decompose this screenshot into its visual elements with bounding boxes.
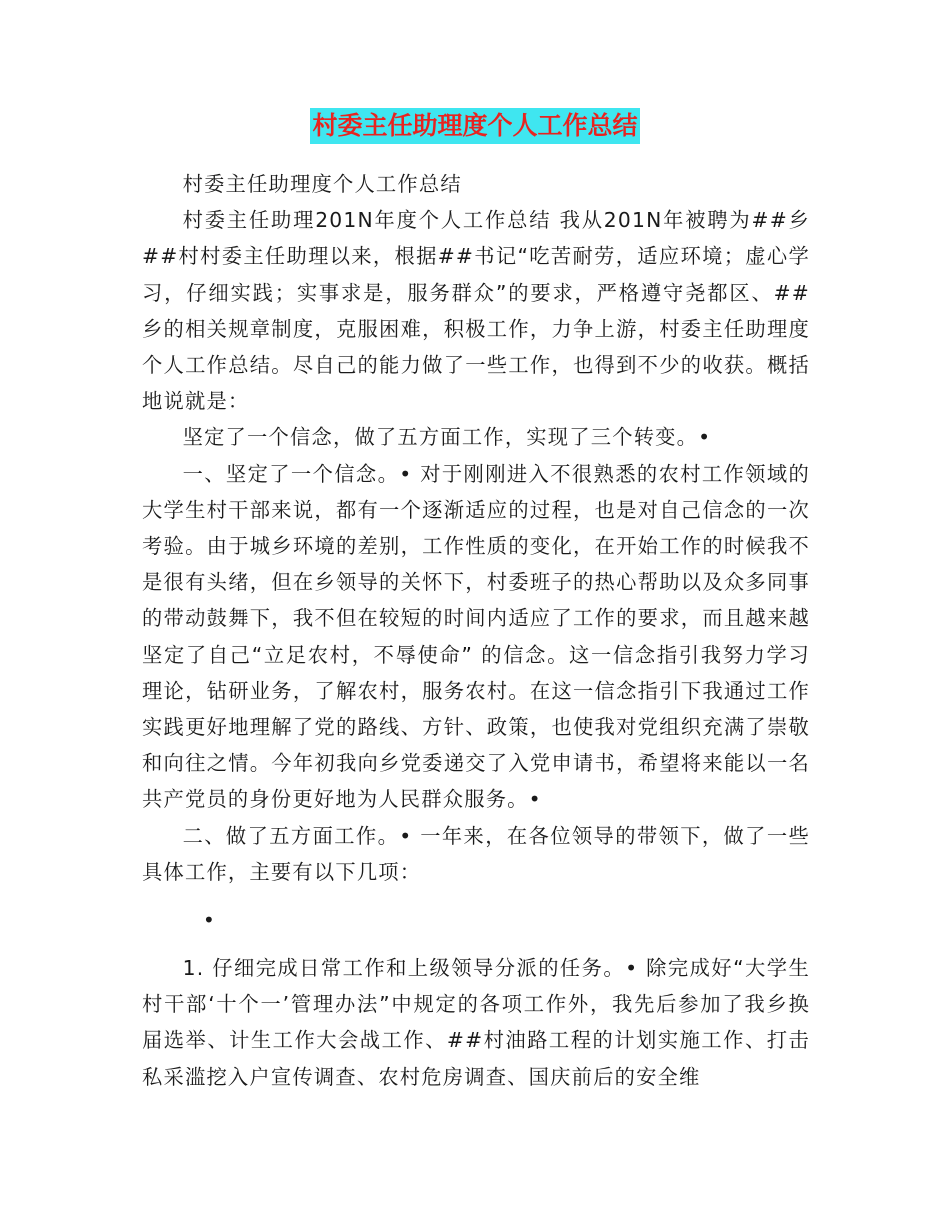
title-container [0,108,950,144]
paragraph-subtitle: 村委主任助理度个人工作总结 [182,172,462,196]
paragraph-intro: 村委主任助理201N年度个人工作总结 我从201N年被聘为##乡##村村委主任助理以来，根据##书记“吃苦耐劳，适应环境；虚心学习，仔细实践；实事求是，服务群众”的要求，严格遵守尧都区、##乡的相关规章制度，克服困难，积极工作，力争上游，村委主任助理度个人工作总结。尽自己的能力做了一些工作，也得到不少的收获。概括地说就是： [142,208,810,414]
paragraph-section-two: 二、做了五方面工作。• 一年来，在各位领导的带领下，做了一些具体工作，主要有以下几项： [142,823,810,884]
paragraph-bullet: • [202,908,217,933]
paragraph-summary: 坚定了一个信念，做了五方面工作，实现了三个转变。• [182,425,712,450]
document-title: 村委主任助理度个人工作总结 [310,108,639,144]
document-body [142,166,810,1095]
paragraph-item-one: 1. 仔细完成日常工作和上级领导分派的任务。• 除完成好“大学生村干部‘十个一’管理办法”中规定的各项工作外，我先后参加了我乡换届选举、计生工作大会战工作、##村油路工程的计划实施工作、打击私采滥挖入户宣传调查、农村危房调查、国庆前后的安全维 [142,956,810,1089]
paragraph-section-one: 一、坚定了一个信念。• 对于刚刚进入不很熟悉的农村工作领域的大学生村干部来说，都有一个逐渐适应的过程，也是对自己信念的一次考验。由于城乡环境的差别，工作性质的变化，在开始工作的时候我不是很有头绪，但在乡领导的关怀下，村委班子的热心帮助以及众多同事的带动鼓舞下，我不但在较短的时间内适应了工作的要求，而且越来越坚定了自己“立足农村，不辱使命” 的信念。这一信念指引我努力学习理论，钻研业务，了解农村，服务农村。在这一信念指引下我通过工作实践更好地理解了党的路线、方针、政策，也使我对党组织充满了崇敬和向往之情。今年初我向乡党委递交了入党申请书，希望将来能以一名共产党员的身份更好地为人民群众服务。• [142,461,810,812]
